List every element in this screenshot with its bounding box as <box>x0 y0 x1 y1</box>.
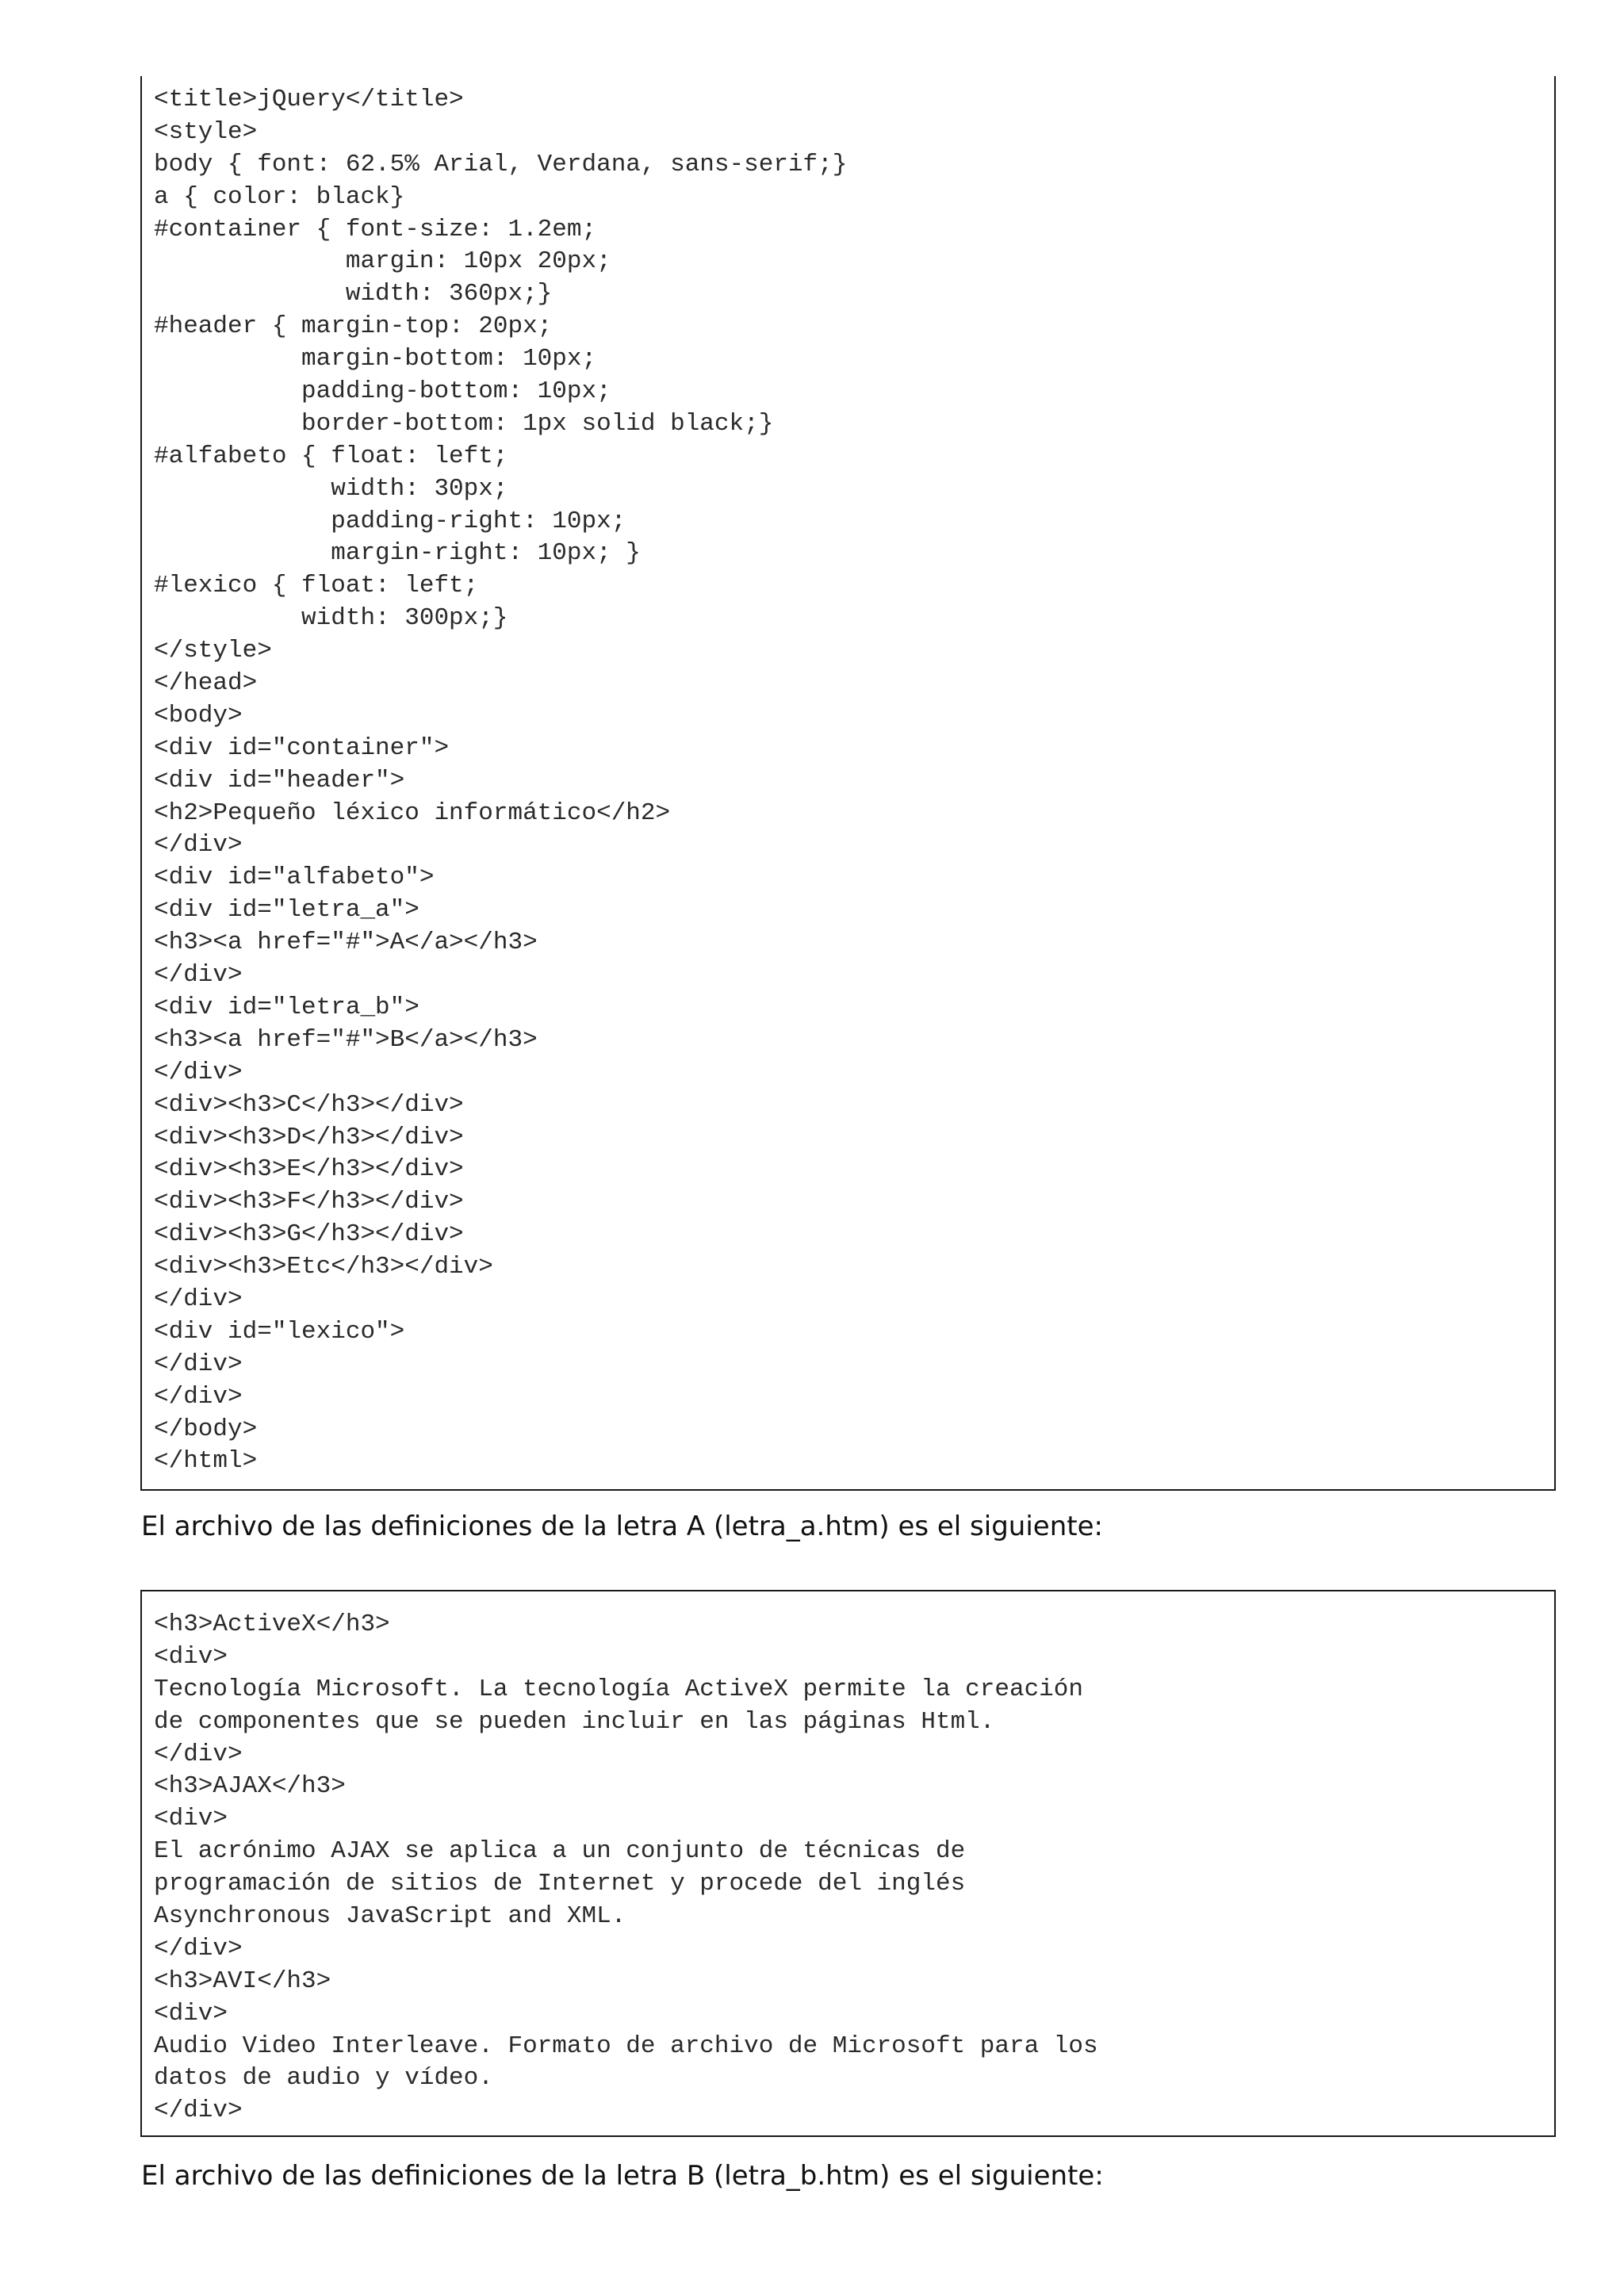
code-line: </div> <box>154 1740 243 1768</box>
code-line: <h3><a href="#">B</a></h3> <box>154 1025 538 1054</box>
code-line: <div><h3>D</h3></div> <box>154 1123 464 1151</box>
code-block-page-template <box>140 76 1556 1491</box>
code-line: <div> <box>154 1642 228 1671</box>
code-line: <style> <box>154 117 258 146</box>
code-line: </div> <box>154 1350 243 1378</box>
code-line: <div id="container"> <box>154 733 450 762</box>
code-line: </body> <box>154 1415 258 1443</box>
code-line: margin-bottom: 10px; <box>154 345 597 373</box>
code-line: padding-right: 10px; <box>154 507 626 535</box>
code-line: <div><h3>C</h3></div> <box>154 1090 464 1119</box>
code-line: <div><h3>E</h3></div> <box>154 1155 464 1184</box>
code-line: </head> <box>154 669 258 698</box>
code-line: #container { font-size: 1.2em; <box>154 215 597 243</box>
code-line: margin: 10px 20px; <box>154 247 611 276</box>
code-line: </div> <box>154 1058 243 1086</box>
code-line: <h3><a href="#">A</a></h3> <box>154 929 538 957</box>
code-line: </style> <box>154 637 272 665</box>
code-line: <h3>ActiveX</h3> <box>154 1610 390 1638</box>
code-line: width: 360px;} <box>154 280 553 308</box>
code-line: <h3>AJAX</h3> <box>154 1772 346 1801</box>
code-line: <title>jQuery</title> <box>154 86 464 113</box>
code-line: <div><h3>F</h3></div> <box>154 1188 464 1216</box>
code-line: programación de sitios de Internet y procede del inglés <box>154 1870 966 1898</box>
code-line: #header { margin-top: 20px; <box>154 312 553 341</box>
code-block-letra-a <box>140 1590 1556 2137</box>
code-line: <div><h3>G</h3></div> <box>154 1220 464 1249</box>
code-line: </div> <box>154 2097 243 2125</box>
code-line: de componentes que se pueden incluir en las páginas Html. <box>154 1707 995 1736</box>
code-line: <div> <box>154 1805 228 1833</box>
code-line: <h3>AVI</h3> <box>154 1967 331 1995</box>
code-line: width: 30px; <box>154 474 508 503</box>
code-line: </div> <box>154 961 243 990</box>
code-line: <div id="letra_a"> <box>154 896 419 925</box>
code-line: Tecnología Microsoft. La tecnología ActiveX permite la creación <box>154 1675 1083 1703</box>
code-line: datos de audio y vídeo. <box>154 2064 493 2093</box>
code-line: </html> <box>154 1447 258 1476</box>
code-line: #lexico { float: left; <box>154 572 479 600</box>
code-line: El acrónimo AJAX se aplica a un conjunto de técnicas de <box>154 1837 966 1866</box>
code-line: </div> <box>154 1382 243 1411</box>
paragraph-letra-b-intro: El archivo de las definiciones de la letra B (letra_b.htm) es el siguiente: <box>141 2160 1104 2192</box>
code-line: <div> <box>154 1999 228 2028</box>
code-line: Asynchronous JavaScript and XML. <box>154 1902 626 1931</box>
code-line: border-bottom: 1px solid black;} <box>154 409 774 438</box>
code-line: #alfabeto { float: left; <box>154 442 508 470</box>
code-line: <div id="letra_b"> <box>154 993 419 1021</box>
code-line: </div> <box>154 1285 243 1313</box>
paragraph-letra-a-intro: El archivo de las definiciones de la letra A (letra_a.htm) es el siguiente: <box>141 1511 1103 1542</box>
code-line: padding-bottom: 10px; <box>154 377 611 406</box>
code-line: <div id="alfabeto"> <box>154 864 435 892</box>
code-line: <div id="lexico"> <box>154 1317 405 1346</box>
code-line: width: 300px;} <box>154 604 508 633</box>
code-line: <h2>Pequeño léxico informático</h2> <box>154 798 671 827</box>
code-line: Audio Video Interleave. Formato de archivo de Microsoft para los <box>154 2032 1098 2060</box>
code-line: a { color: black} <box>154 182 405 211</box>
code-line: margin-right: 10px; } <box>154 539 641 568</box>
code-line: <body> <box>154 701 243 730</box>
code-line: <div><h3>Etc</h3></div> <box>154 1253 493 1281</box>
code-line: </div> <box>154 831 243 860</box>
code-line: <div id="header"> <box>154 766 405 795</box>
code-line: </div> <box>154 1934 243 1963</box>
code-line: body { font: 62.5% Arial, Verdana, sans-serif;} <box>154 150 848 178</box>
